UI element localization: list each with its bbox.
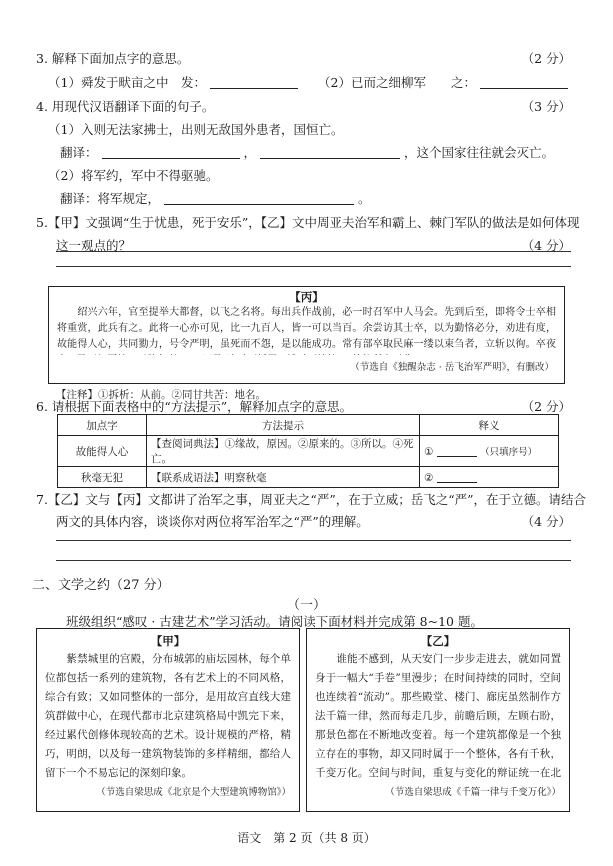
q5-answer-line-2[interactable] — [56, 266, 571, 267]
q4-t2-tail: 。 — [357, 191, 371, 206]
row1-answer[interactable] — [420, 436, 559, 467]
row2-answer-blank[interactable] — [437, 471, 477, 483]
q5-answer-line-1[interactable] — [56, 251, 571, 252]
q4-translation2 — [60, 189, 371, 207]
row1-word: 故能得人心 — [58, 436, 147, 467]
q6-points: （2 分） — [521, 399, 571, 414]
page-footer: 语文 第 2 页（共 8 页） — [237, 831, 376, 845]
q7-answer-line-2[interactable] — [56, 560, 571, 561]
q4-t1-tail: ，这个国家往往就会灭亡。 — [403, 145, 554, 160]
q5-stem-line1: 5.【甲】文强调“生于忧患，死于安乐”，【乙】文中周亚夫治军和霸上、棘门军队的做法是如何体现 — [36, 215, 580, 230]
q4-points: （3 分） — [521, 99, 571, 114]
q7-points: （4 分） — [521, 514, 571, 529]
method-table-header — [58, 415, 559, 436]
section2-title: 二、文学之约（27 分） — [32, 578, 170, 593]
method-table — [57, 414, 559, 488]
q3-answer2-blank[interactable] — [480, 75, 568, 89]
q3-item2-text: （2）已而之细柳军 之： — [318, 75, 476, 90]
q4-t1-blank-a[interactable] — [102, 145, 240, 159]
q3-item1-text: （1）舜发于畎亩之中 发： — [48, 75, 206, 90]
q5-points: （4 分） — [521, 238, 571, 253]
row2-word: 秋毫无犯 — [58, 467, 147, 488]
q3-item1 — [48, 73, 298, 91]
passage-jia-text: 紫禁城里的宫殿，分布城郭的庙坛园林，每个单位都包括一系列的建筑物，各有艺术上的不同风格，综合有致；又如同整体的一部分，是用故宫直线大建筑群做中心，在现代都市北京建筑格局中凯完下来，经过累代创修体现较高的艺术。设计规模的严格，精巧，明朗，以及每一建筑物装饰的多样精细，都给人留下一个不易忘记的深刻印象。 — [45, 653, 291, 779]
passage-bing-note: 【注释】①拆析：从前。②同甘共苦：地名。 — [56, 389, 266, 401]
row2-answer-index: ② — [424, 471, 434, 484]
header-word: 加点字 — [58, 415, 147, 436]
table-row — [58, 436, 559, 467]
q4-translation1 — [60, 143, 554, 161]
header-hint: 方法提示 — [147, 415, 420, 436]
passage-bing-title: 【丙】 — [289, 290, 324, 304]
q4-item2: （2）将军约，军中不得驱驰。 — [48, 168, 219, 183]
passage-bing-box — [48, 286, 565, 384]
passage-yi-source: （节选自梁思成《千篇一律与千变万化》） — [385, 787, 561, 798]
row2-answer[interactable] — [420, 467, 559, 488]
passage-jia-box — [36, 628, 300, 812]
q4-item1: （1）入则无法家拂士，出则无敌国外患者，国恒亡。 — [48, 122, 344, 137]
row2-hint: 【联系成语法】明察秋毫 — [147, 467, 420, 488]
q4-stem: 4. 用现代汉语翻译下面的句子。 — [36, 99, 215, 114]
passage-bing-p2: 余尝访其士卒，以为勤恪必分，劝进有度，故能得人心，共同勠力，号令严明，虽死而不怨，是以能成功。常有部卒取民麻一缕以束刍者，立斩以徇。卒夜 — [57, 323, 556, 350]
passage-bing-p1: 绍兴六年，官至提举大都督，以飞之名将。每出兵作战前，必一时召军中人马会。先到后至，即将令士卒相将重赏，此兵有之。此将一心亦可见，比一九百人，皆一可以当百。 — [57, 307, 556, 334]
q7-stem-line1: 7.【乙】文与【丙】文都讲了治军之事，周亚夫之“严”，在于立威；岳飞之“严”，在于立德。请结合 — [36, 492, 586, 507]
q5-stem-line2: 这一观点的？ — [56, 238, 132, 253]
q7-answer-line-1[interactable] — [56, 540, 571, 541]
q4-t2-blank[interactable] — [164, 191, 354, 205]
row1-answer-note: （只填序号） — [480, 447, 538, 458]
passage-jia-title: 【甲】 — [150, 634, 186, 648]
passage-yi-text: 谁能不感到，从天安门一步步走进去，就如同置身于一幅大“手卷”里漫步；在时间持续的同时，空间也连续着“流动”。那些殿堂、楼门、廊庑虽然制作方法千篇一律，然而每走几步，前瞻后顾，左顾右盼，那景色都在不断地改变着。每一个建筑都像是一个独立存在的事物，却又同时属于一个整体，各有千秋，千变万化。空间与时间，重复与变化的辩证统一在北 — [315, 653, 561, 779]
q3-points: （2 分） — [521, 51, 571, 66]
q3-stem: 3. 解释下面加点字的意思。 — [36, 51, 190, 66]
q4-t2-label: 翻译：将军规定， — [60, 191, 161, 206]
q3-answer1-blank[interactable] — [210, 75, 298, 89]
section2-intro: 班级组织“感叹 · 古建艺术”学习活动。请阅读下面材料并完成第 8~10 题。 — [66, 614, 483, 629]
header-meaning: 释义 — [420, 415, 559, 436]
q4-t1-sep: ， — [243, 145, 256, 160]
row1-answer-index: ① — [424, 446, 434, 458]
passage-bing-text — [49, 305, 564, 355]
row1-answer-blank[interactable] — [437, 445, 477, 457]
q6-stem: 6. 请根据下面表格中的“方法提示”，解释加点字的意思。 — [36, 399, 353, 414]
section2-subtitle: （一） — [286, 598, 326, 613]
q3-item2 — [318, 73, 568, 91]
table-row — [58, 467, 559, 488]
passage-yi-title: 【乙】 — [420, 634, 456, 648]
q4-t1-label: 翻译： — [60, 145, 98, 160]
q7-stem-line2: 两文的具体内容，谈谈你对两位将军治军之“严”的理解。 — [56, 514, 369, 529]
passage-yi-box — [306, 628, 570, 812]
q4-t1-blank-b[interactable] — [260, 145, 400, 159]
row1-hint: 【查阅词典法】①缘故，原因。②原来的。③所以。④死亡。 — [147, 436, 420, 467]
passage-bing-source: （节选自《独醒杂志 · 岳飞治军严明》，有删改） — [350, 362, 554, 373]
passage-jia-source: （节选自梁思成《北京是个大型建筑博物馆》） — [96, 787, 291, 798]
